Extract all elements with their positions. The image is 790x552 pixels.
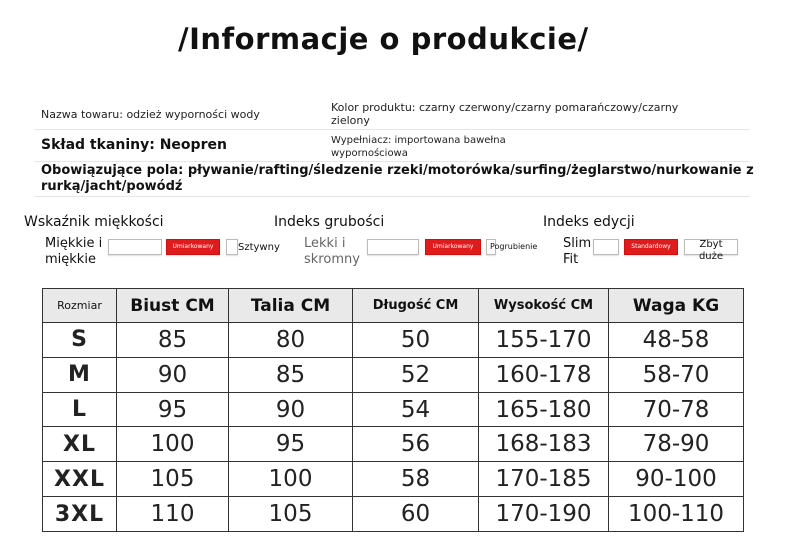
table-row <box>43 427 744 462</box>
table-cell: 170-185 <box>479 462 609 497</box>
table-cell: 90 <box>229 392 353 427</box>
size-table <box>42 288 744 532</box>
softness-left-label-line2: miękkie <box>45 252 96 267</box>
column-header: Wysokość CM <box>479 289 609 323</box>
table-cell: L <box>43 392 117 427</box>
table-cell: 58-70 <box>609 357 744 392</box>
table-cell: 52 <box>353 357 479 392</box>
applicable-fields-line1: Obowiązujące pola: pływanie/rafting/śledzenie rzeki/motorówka/surfing/żeglarstwo/nurkowanie z <box>41 163 754 178</box>
table-cell: 105 <box>117 462 229 497</box>
column-header: Waga KG <box>609 289 744 323</box>
thickness-scale-title: Indeks grubości <box>274 214 385 230</box>
divider <box>35 196 750 197</box>
softness-right-label: Sztywny <box>238 242 280 253</box>
table-cell: 155-170 <box>479 323 609 358</box>
table-cell: 95 <box>229 427 353 462</box>
thickness-box-light <box>367 239 419 255</box>
product-color-line2: zielony <box>331 114 370 127</box>
table-cell: 70-78 <box>609 392 744 427</box>
table-cell: 168-183 <box>479 427 609 462</box>
thickness-right-label: Pogrubienie <box>490 242 538 251</box>
filling-line1: Wypełniacz: importowana bawełna <box>331 135 506 146</box>
thickness-box-selected <box>425 239 481 255</box>
softness-box-stiff <box>226 239 238 255</box>
fit-left-label-line2: Fit <box>563 252 579 267</box>
fit-selected-label: Standardowy <box>631 243 671 250</box>
table-cell: M <box>43 357 117 392</box>
softness-scale-title: Wskaźnik miękkości <box>24 214 164 230</box>
fit-box-slim <box>593 239 619 255</box>
column-header: Rozmiar <box>43 289 117 323</box>
table-cell: 56 <box>353 427 479 462</box>
thickness-left-label-line2: skromny <box>304 252 360 267</box>
table-cell: 48-58 <box>609 323 744 358</box>
divider <box>35 161 750 162</box>
table-row <box>43 462 744 497</box>
table-cell: 100 <box>229 462 353 497</box>
table-row <box>43 357 744 392</box>
thickness-selected-label: Umiarkowany <box>432 243 474 250</box>
product-name: Nazwa towaru: odzież wyporności wody <box>41 108 260 121</box>
column-header: Biust CM <box>117 289 229 323</box>
table-row <box>43 323 744 358</box>
table-cell: 100-110 <box>609 497 744 532</box>
softness-left-label-line1: Miękkie i <box>45 236 103 251</box>
table-cell: 3XL <box>43 497 117 532</box>
table-cell: XXL <box>43 462 117 497</box>
table-cell: 78-90 <box>609 427 744 462</box>
softness-box-selected <box>166 239 220 255</box>
table-cell: 85 <box>117 323 229 358</box>
table-cell: 60 <box>353 497 479 532</box>
table-cell: 85 <box>229 357 353 392</box>
page-title: /Informacje o produkcie/ <box>178 22 589 56</box>
table-cell: XL <box>43 427 117 462</box>
column-header: Długość CM <box>353 289 479 323</box>
table-cell: 50 <box>353 323 479 358</box>
table-cell: 165-180 <box>479 392 609 427</box>
fit-right-label-line2: duże <box>698 251 724 262</box>
table-cell: 58 <box>353 462 479 497</box>
thickness-left-label-line1: Lekki i <box>304 236 346 251</box>
table-cell: 90-100 <box>609 462 744 497</box>
table-cell: 95 <box>117 392 229 427</box>
fit-scale-title: Indeks edycji <box>543 214 635 230</box>
filling-line2: wyporności​owa <box>331 148 408 159</box>
table-cell: 100 <box>117 427 229 462</box>
fit-box-selected <box>624 239 678 255</box>
column-header: Talia CM <box>229 289 353 323</box>
divider <box>35 129 750 130</box>
product-color-line1: Kolor produktu: czarny czerwony/czarny pomarańczowy/czarny <box>331 101 679 114</box>
fabric-composition: Skład tkaniny: Neopren <box>41 137 227 153</box>
table-cell: 160-178 <box>479 357 609 392</box>
table-cell: 170-190 <box>479 497 609 532</box>
table-cell: 110 <box>117 497 229 532</box>
table-cell: 90 <box>117 357 229 392</box>
fit-right-label-line1: Zbyt <box>699 239 723 250</box>
softness-selected-label: Umiarkowany <box>172 243 214 250</box>
table-cell: 54 <box>353 392 479 427</box>
fit-left-label-line1: Slim <box>563 236 592 251</box>
table-cell: 105 <box>229 497 353 532</box>
table-cell: 80 <box>229 323 353 358</box>
table-cell: S <box>43 323 117 358</box>
table-row <box>43 497 744 532</box>
softness-box-soft <box>108 239 162 255</box>
applicable-fields-line2: rurką/jacht/powódź <box>41 179 183 194</box>
table-row <box>43 392 744 427</box>
table-header-row <box>43 289 744 323</box>
